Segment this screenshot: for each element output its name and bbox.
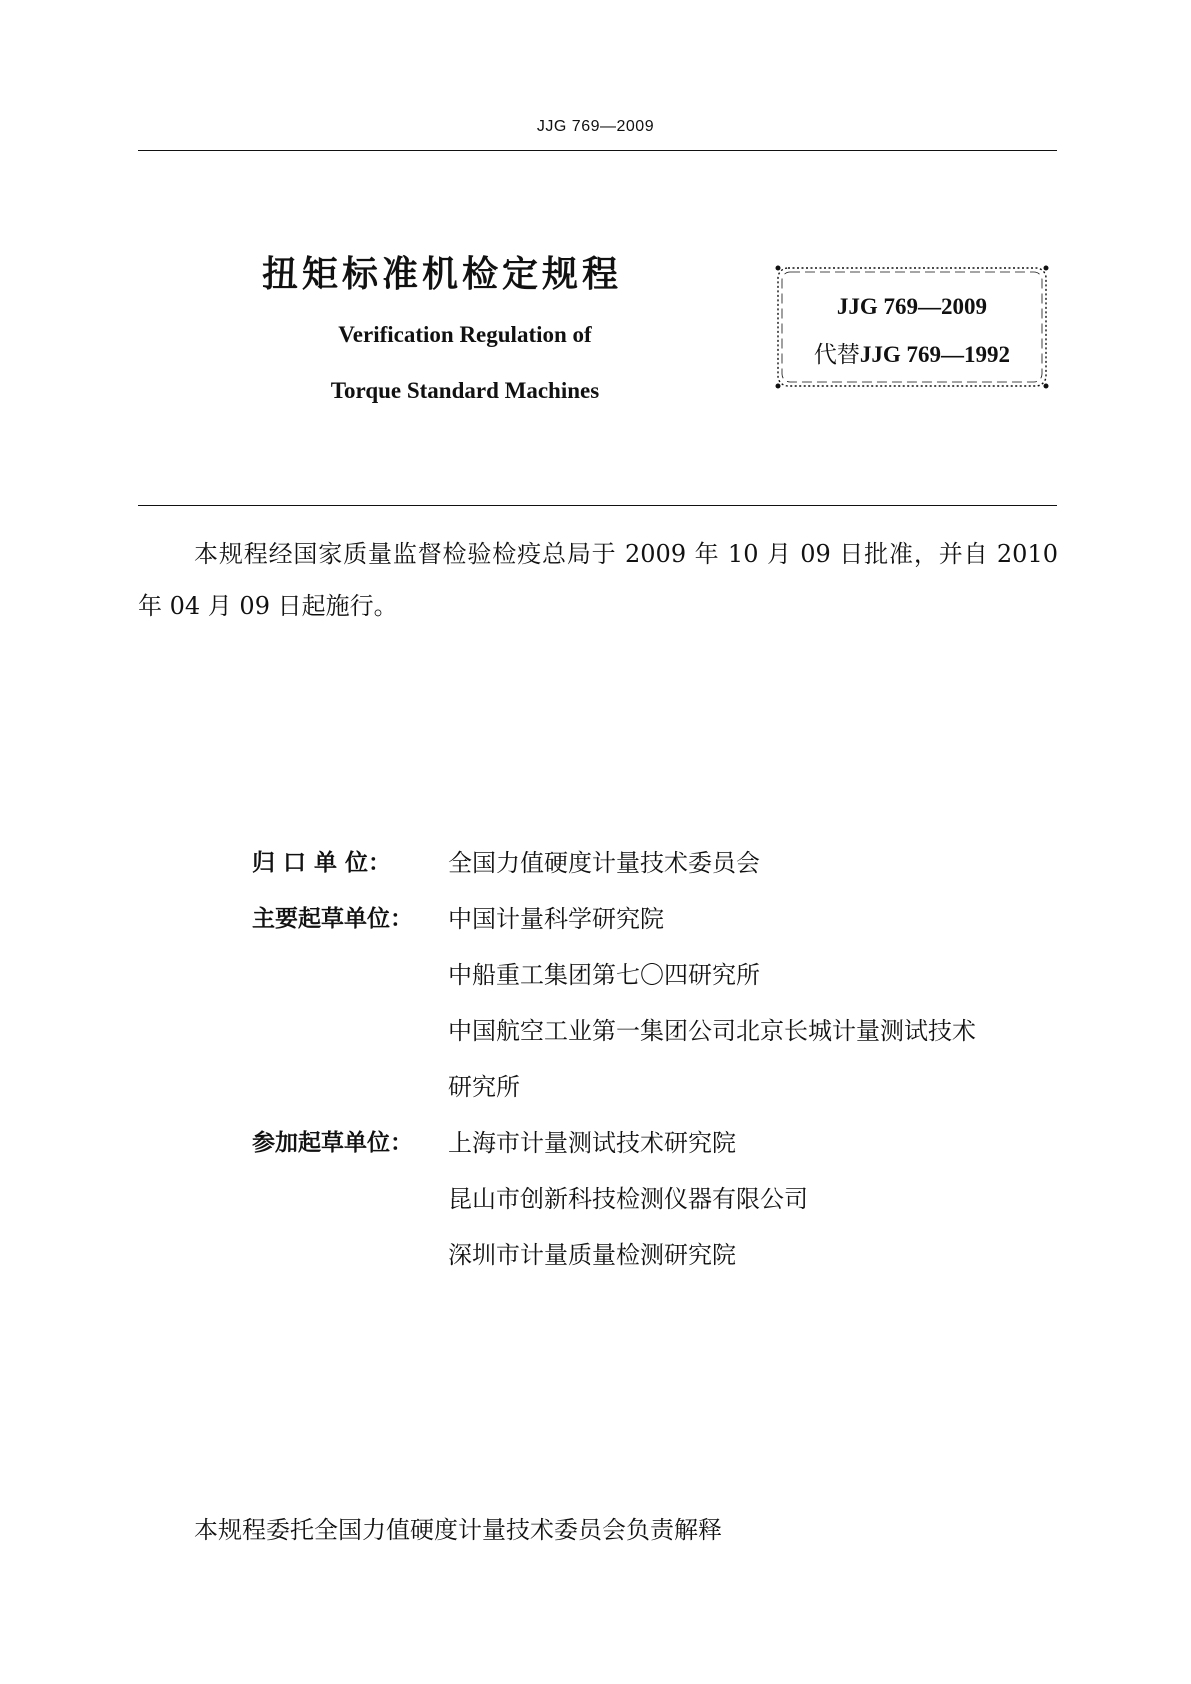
title-chinese: 扭矩标准机检定规程 [262, 254, 623, 295]
decorative-border [774, 264, 1050, 390]
replaced-code: JJG 769—1992 [859, 342, 1011, 367]
responsible-unit-label: 归 口 单 位： [252, 850, 392, 876]
unit-value: 中船重工集团第七〇四研究所 [448, 961, 760, 989]
interpretation-note: 本规程委托全国力值硬度计量技术委员会负责解释 [194, 1516, 722, 1544]
replaces-label: 代替 [813, 342, 860, 368]
responsible-unit-row [252, 835, 1072, 891]
approval-statement: 本规程经国家质量监督检验检疫总局于 2009 年 10 月 09 日批准，并自 2010 年 04 月 09 日起施行。 [138, 540, 1058, 620]
title-english-line2: Torque Standard Machines [330, 378, 600, 403]
header-rule [138, 150, 1057, 151]
main-drafting-unit-label: 主要起草单位： [252, 906, 413, 932]
unit-value: 全国力值硬度计量技术委员会 [448, 849, 760, 877]
replaces-line [774, 336, 1050, 369]
section-rule [138, 505, 1057, 506]
main-drafting-unit-row [252, 891, 1072, 1115]
unit-value: 研究所 [448, 1073, 520, 1101]
title-english-line1: Verification Regulation of [338, 322, 592, 347]
unit-value: 深圳市计量质量检测研究院 [448, 1241, 736, 1269]
participating-unit-row [252, 1115, 1072, 1283]
header-code: JJG 769—2009 [536, 118, 655, 135]
participating-unit-values [448, 1115, 1072, 1283]
unit-value: 昆山市创新科技检测仪器有限公司 [448, 1185, 808, 1213]
standard-code: JJG 769—2009 [836, 294, 988, 319]
unit-value: 中国计量科学研究院 [448, 905, 664, 933]
drafting-units [252, 835, 1072, 1283]
main-drafting-unit-values [448, 891, 1072, 1115]
unit-value: 上海市计量测试技术研究院 [448, 1129, 736, 1157]
code-box [774, 264, 1050, 390]
responsible-unit-values [448, 835, 1072, 891]
unit-value: 中国航空工业第一集团公司北京长城计量测试技术 [448, 1017, 976, 1045]
participating-unit-label: 参加起草单位： [252, 1130, 413, 1156]
